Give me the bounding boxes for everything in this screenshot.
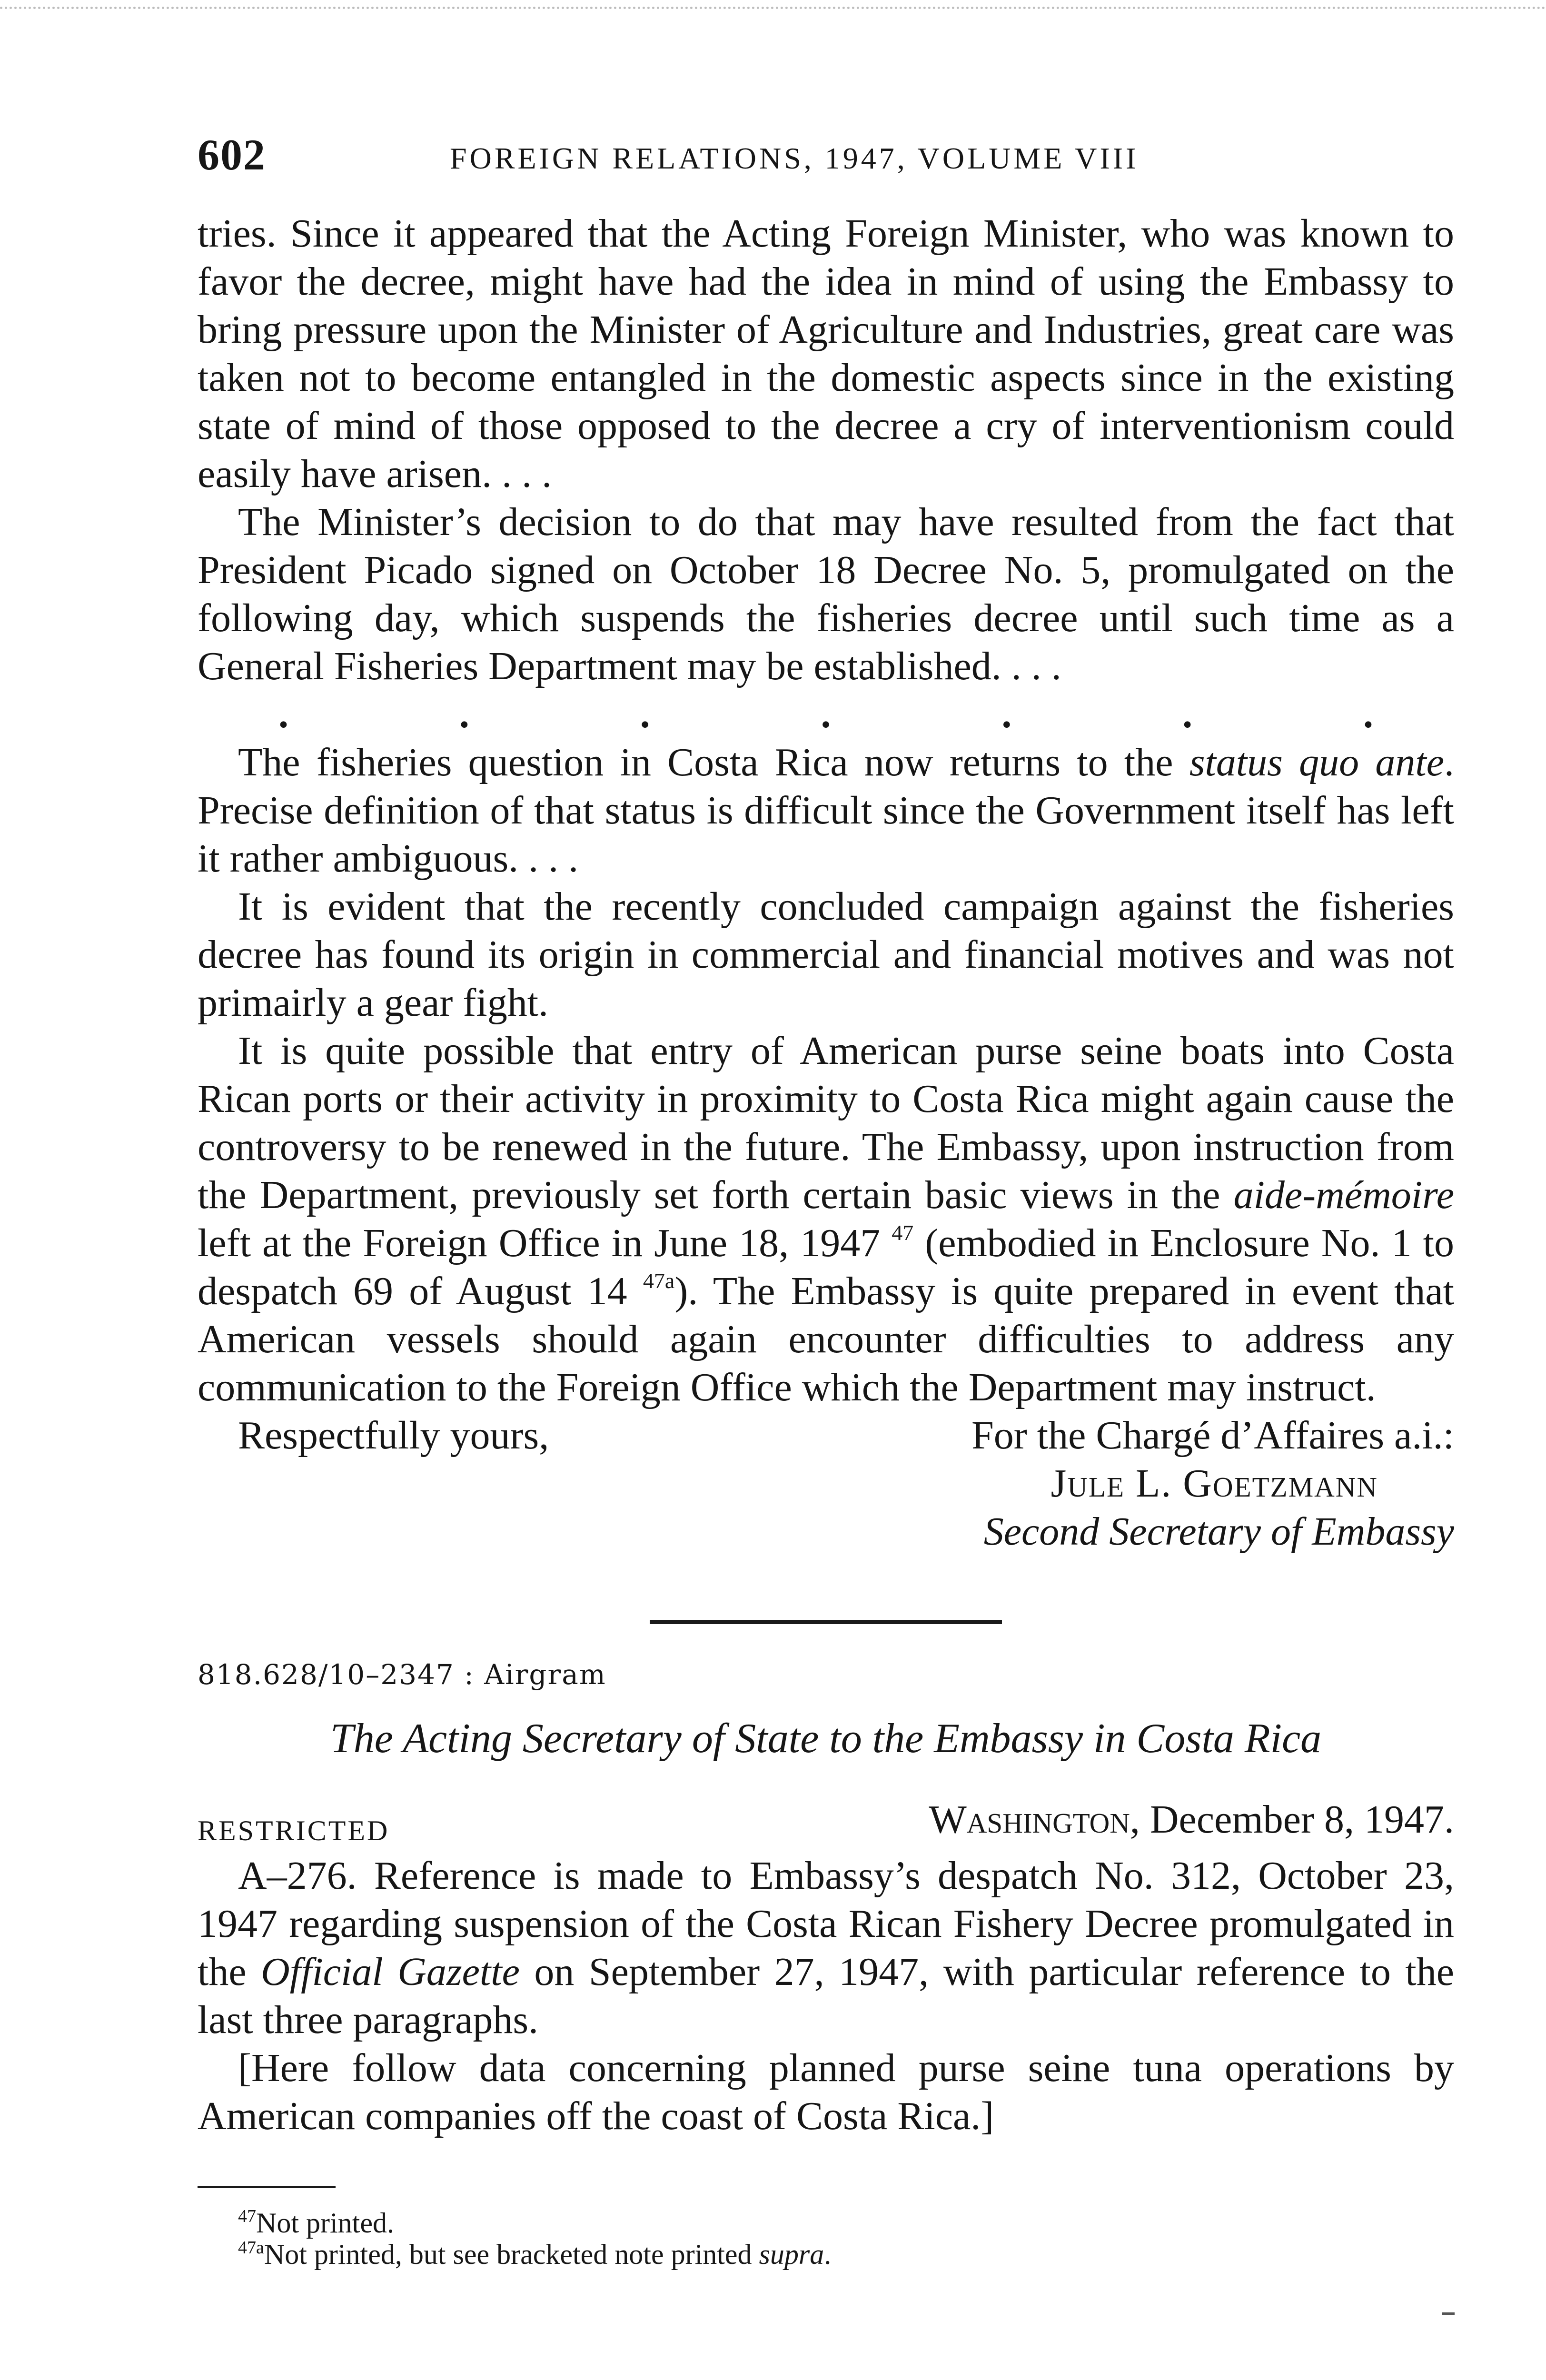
footnote-mark: 47 xyxy=(238,2206,256,2226)
classification-label: RESTRICTED xyxy=(198,1815,390,1846)
footnote-reference: 47 xyxy=(892,1220,914,1245)
omission-dot: . xyxy=(1363,692,1373,736)
omission-dot: . xyxy=(278,692,288,736)
document-title: The Acting Secretary of State to the Embassy in Costa Rica xyxy=(330,1716,1322,1762)
omission-dot: . xyxy=(1001,692,1012,736)
paragraph-continuation: tries. Since it appeared that the Acting Foreign Minister, who was known to favor the decree, might have had the idea in mind of using the Embassy to bring pressure upon the Minister of Agriculture and Industries, great care was taken not to become entangled in the domestic aspects since in the existing state of mind of those opposed to the decree a cry of interventionism could easily have arisen. . . . xyxy=(198,211,1454,496)
footnote-text: . xyxy=(824,2239,832,2270)
text-run: The fisheries question in Costa Rica now returns to the xyxy=(238,740,1189,784)
text-run: left at the Foreign Office in June 18, 1947 xyxy=(198,1221,892,1265)
closing-salutation: Respectfully yours, xyxy=(238,1413,549,1458)
paragraph-purse-seine xyxy=(198,1027,1454,1411)
text-run: (embodied in Enclosure No. 1 to despatch 69 of August 14 xyxy=(198,1221,1454,1313)
footnote xyxy=(238,2239,1454,2270)
footnote-text: Not printed, but see bracketed note printed xyxy=(264,2239,759,2270)
section-divider xyxy=(650,1620,1002,1624)
paragraph-campaign-origin: It is evident that the recently concluded campaign against the fisheries decree has found its origin in commercial and financial motives and was not primairly a gear fight. xyxy=(198,884,1454,1025)
omission-dots xyxy=(198,690,1454,738)
italic-phrase: Official Gazette xyxy=(261,1950,520,1994)
omission-dot: . xyxy=(640,692,650,736)
text-run: on September 27, 1947, with particular reference to the last three paragraphs. xyxy=(198,1950,1455,2042)
italic-phrase: aide-mémoire xyxy=(1233,1173,1454,1217)
footnote-reference: 47a xyxy=(643,1269,675,1293)
signatory-title: Second Secretary of Embassy xyxy=(983,1509,1454,1554)
text-run: . Precise definition of that status is difficult since the Government itself has left it rather ambiguous. . . . xyxy=(198,740,1454,881)
page-content xyxy=(198,209,1454,2270)
italic-phrase: status quo ante xyxy=(1189,740,1444,784)
footnote-mark: 47a xyxy=(238,2238,264,2258)
text-run: It is quite possible that entry of American purse seine boats into Costa Rican ports or their activity in proximity to Costa Rica might again cause the controversy to be renewed in the future. The Embassy, upon instruction from the Department, previously set forth certain basic views in the xyxy=(198,1029,1454,1217)
text-run: A–276. Reference is made to Embassy’s despatch No. 312, October 23, 1947 regarding suspension of the Costa Rican Fishery Decree promulgated in the xyxy=(198,1854,1454,1994)
omission-dot: . xyxy=(821,692,831,736)
margin-mark xyxy=(1442,2312,1455,2315)
omission-dot: . xyxy=(459,692,469,736)
signature-block xyxy=(198,1411,1454,1564)
footnote-italic: supra xyxy=(759,2239,824,2270)
signatory-for-line: For the Chargé d’Affaires a.i.: xyxy=(971,1413,1454,1458)
page-number: 602 xyxy=(198,130,266,179)
footnote-divider xyxy=(198,2186,336,2188)
paragraph-editorial-note: [Here follow data concerning planned purse seine tuna operations by American companies off the coast of Costa Rica.] xyxy=(198,2046,1454,2138)
dateline-row xyxy=(198,1795,1454,1852)
omission-dot: . xyxy=(1182,692,1193,736)
dateline xyxy=(929,1795,1454,1844)
text-run: ). The Embassy is quite prepared in event that American vessels should again encounter difficulties to address any communication to the Foreign Office which the Department may instruct. xyxy=(198,1269,1455,1409)
footnote xyxy=(238,2207,1454,2239)
signatory-name: Jule L. Goetzmann xyxy=(1050,1461,1378,1506)
dateline-date: , December 8, 1947. xyxy=(1130,1797,1454,1842)
file-reference: 818.628/10–2347 : Airgram xyxy=(198,1658,606,1691)
paragraph-minister-decision: The Minister’s decision to do that may have resulted from the fact that President Picado signed on October 18 Decree No. 5, promulgated on the following day, which suspends the fisheries decree until such time as a General Fisheries Department may be established. . . . xyxy=(198,500,1454,688)
top-edge-rule xyxy=(0,7,1546,9)
dateline-city: Washington xyxy=(929,1797,1130,1842)
paragraph-airgram-reference xyxy=(198,1852,1454,2044)
paragraph-status-quo xyxy=(198,738,1454,883)
footnote-text: Not printed. xyxy=(256,2207,394,2239)
page-header xyxy=(198,129,1454,187)
running-head: FOREIGN RELATIONS, 1947, VOLUME VIII xyxy=(450,141,1139,175)
footnotes xyxy=(198,2207,1454,2270)
signatory xyxy=(971,1411,1454,1556)
